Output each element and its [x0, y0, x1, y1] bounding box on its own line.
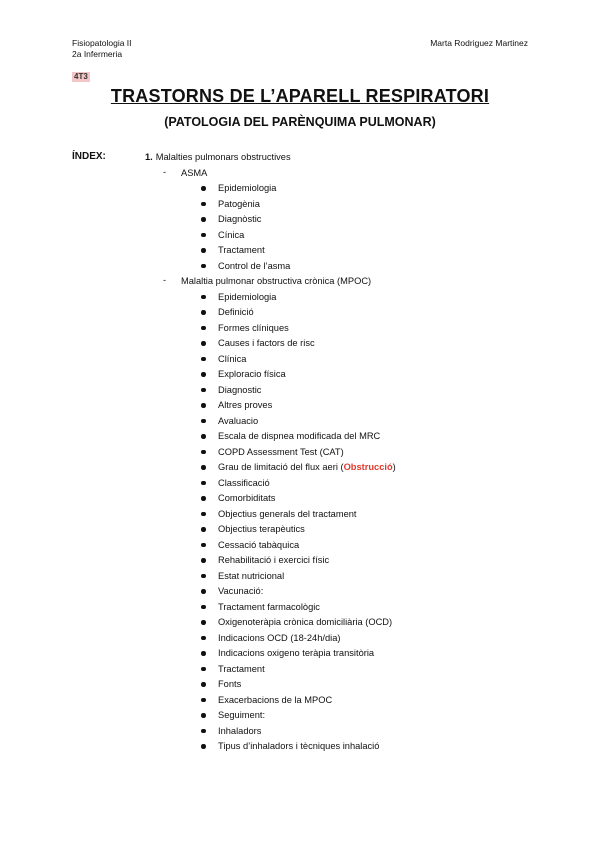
list-item [218, 384, 261, 396]
bullet-icon [201, 202, 206, 207]
list-item [218, 663, 265, 675]
bullet-icon [201, 450, 206, 455]
list-item [218, 554, 329, 566]
list-item [218, 570, 284, 582]
dash-marker: - [163, 166, 167, 177]
list-item-label: Exploracio física [218, 369, 286, 379]
list-item-label: Altres proves [218, 400, 273, 410]
closing-paren: ) [392, 462, 396, 472]
list-item-label: Tipus d’inhaladors i tècniques inhalació [218, 741, 380, 751]
bullet-icon [201, 713, 206, 718]
bullet-icon [201, 543, 206, 548]
topic-tag: 4T3 [74, 72, 88, 81]
bullet-icon [201, 605, 206, 610]
bullet-icon [201, 636, 206, 641]
list-item [218, 213, 261, 225]
list-item [218, 399, 272, 411]
list-item-label: Cessació tabàquica [218, 539, 300, 550]
list-item [218, 198, 260, 210]
list-item [218, 446, 344, 458]
list-item [218, 291, 276, 303]
section-heading [145, 151, 291, 163]
bullet-icon [201, 248, 206, 253]
bullet-icon [201, 434, 206, 439]
list-item [218, 740, 379, 752]
list-item-label: Causes i factors de risc [218, 338, 315, 348]
list-item [218, 182, 276, 194]
list-item-label: Estat nutricional [218, 570, 285, 581]
list-item-label: Tractament [218, 663, 265, 674]
index-label: ÍNDEX: [72, 151, 106, 162]
bullet-icon [201, 744, 206, 749]
list-item [218, 539, 299, 551]
list-item-label: Formes clíniques [218, 322, 289, 333]
list-item-label: Objectius generals del tractament [218, 508, 357, 519]
list-item-label: COPD Assessment Test (CAT) [218, 446, 344, 457]
list-item [218, 616, 392, 628]
bullet-icon [201, 512, 206, 517]
list-item-label: Tractament [218, 245, 265, 255]
list-item-label: Grau de limitació del flux aeri ( [218, 462, 344, 472]
list-item-label: Indicacions oxigeno teràpia transitòria [218, 648, 375, 658]
subsection-mpoc: Malaltia pulmonar obstructiva crònica (MPOC) [181, 276, 372, 286]
list-item [218, 709, 265, 721]
list-item-label: Inhaladors [218, 725, 262, 736]
list-item-label: Fonts [218, 679, 242, 689]
list-item [218, 337, 315, 349]
bullet-icon [201, 481, 206, 486]
list-item [218, 632, 340, 644]
list-item-label: Vacunació: [218, 586, 264, 596]
section-label: Malalties pulmonars obstructives [155, 152, 291, 162]
list-item-label: Diagnostic [218, 384, 262, 395]
bullet-icon [201, 419, 206, 424]
bullet-icon [201, 372, 206, 377]
bullet-icon [201, 589, 206, 594]
course-name: Fisiopatologia II [72, 38, 132, 48]
list-item-label: Escala de dispnea modificada del MRC [218, 431, 381, 441]
page-subtitle: (PATOLOGIA DEL PARÈNQUIMA PULMONAR) [164, 115, 436, 129]
list-item [218, 585, 263, 597]
page-title: TRASTORNS DE L’APARELL RESPIRATORI [110, 86, 490, 106]
list-item-label: Rehabilitació i exercici físic [218, 555, 330, 565]
bullet-icon [201, 403, 206, 408]
section-number: 1. [145, 152, 153, 162]
list-item-label: Comorbiditats [218, 493, 276, 503]
bullet-icon [201, 682, 206, 687]
bullet-icon [201, 310, 206, 315]
list-item [218, 353, 246, 365]
list-item [218, 647, 374, 659]
list-item [218, 492, 275, 504]
bullet-icon [201, 527, 206, 532]
list-item [218, 694, 332, 706]
list-item-label: Diagnòstic [218, 214, 262, 224]
list-item [218, 306, 254, 318]
list-item-label: Avaluacio [218, 415, 259, 426]
bullet-icon [201, 357, 206, 362]
bullet-icon [201, 388, 206, 393]
list-item [218, 260, 290, 272]
list-item-label: Tractament farmacològic [218, 601, 320, 612]
course-year: 2a Infermeria [72, 49, 123, 59]
bullet-icon [201, 186, 206, 191]
list-item-label: Control de l’asma [218, 260, 291, 271]
bullet-icon [201, 341, 206, 346]
list-item-label: Objectius terapèutics [218, 524, 305, 534]
list-item [218, 678, 241, 690]
list-item-label: Definició [218, 307, 254, 317]
list-item [218, 430, 380, 442]
list-item [218, 523, 305, 535]
bullet-icon [201, 729, 206, 734]
list-item-label: Epidemiologia [218, 183, 277, 193]
bullet-icon [201, 574, 206, 579]
bullet-icon [201, 620, 206, 625]
highlighted-word: Obstrucció [343, 462, 393, 472]
list-item [218, 322, 289, 334]
list-item-label: Clínica [218, 353, 247, 364]
bullet-icon [201, 667, 206, 672]
bullet-icon [201, 465, 206, 470]
dash-marker: - [163, 275, 167, 285]
list-item-label: Seguiment: [218, 710, 266, 720]
list-item [218, 229, 244, 241]
list-item-label: Exacerbacions de la MPOC [218, 694, 333, 705]
list-item [218, 368, 286, 380]
list-item-label: Indicacions OCD (18-24h/dia) [218, 632, 341, 643]
list-item-label: Oxigenoteràpia crònica domiciliària (OCD) [218, 617, 393, 627]
list-item [218, 461, 396, 473]
list-item [218, 601, 320, 613]
list-item-label: Classificació [218, 477, 270, 488]
list-item [218, 508, 357, 520]
list-item [218, 477, 270, 489]
bullet-icon [201, 295, 206, 300]
list-item [218, 725, 261, 737]
list-item-label: Cínica [218, 229, 245, 240]
bullet-icon [201, 326, 206, 331]
author-name: Marta Rodriguez Martinez [430, 38, 528, 48]
list-item-label: Patogènia [218, 198, 260, 209]
bullet-icon [201, 233, 206, 238]
bullet-icon [201, 264, 206, 269]
list-item [218, 244, 265, 256]
page-header-left [72, 38, 132, 60]
bullet-icon [201, 698, 206, 703]
bullet-icon [201, 217, 206, 222]
bullet-icon [201, 496, 206, 501]
subsection-asma: ASMA [181, 167, 208, 178]
bullet-icon [201, 651, 206, 656]
bullet-icon [201, 558, 206, 563]
list-item-label: Epidemiologia [218, 291, 277, 302]
list-item [218, 415, 258, 427]
